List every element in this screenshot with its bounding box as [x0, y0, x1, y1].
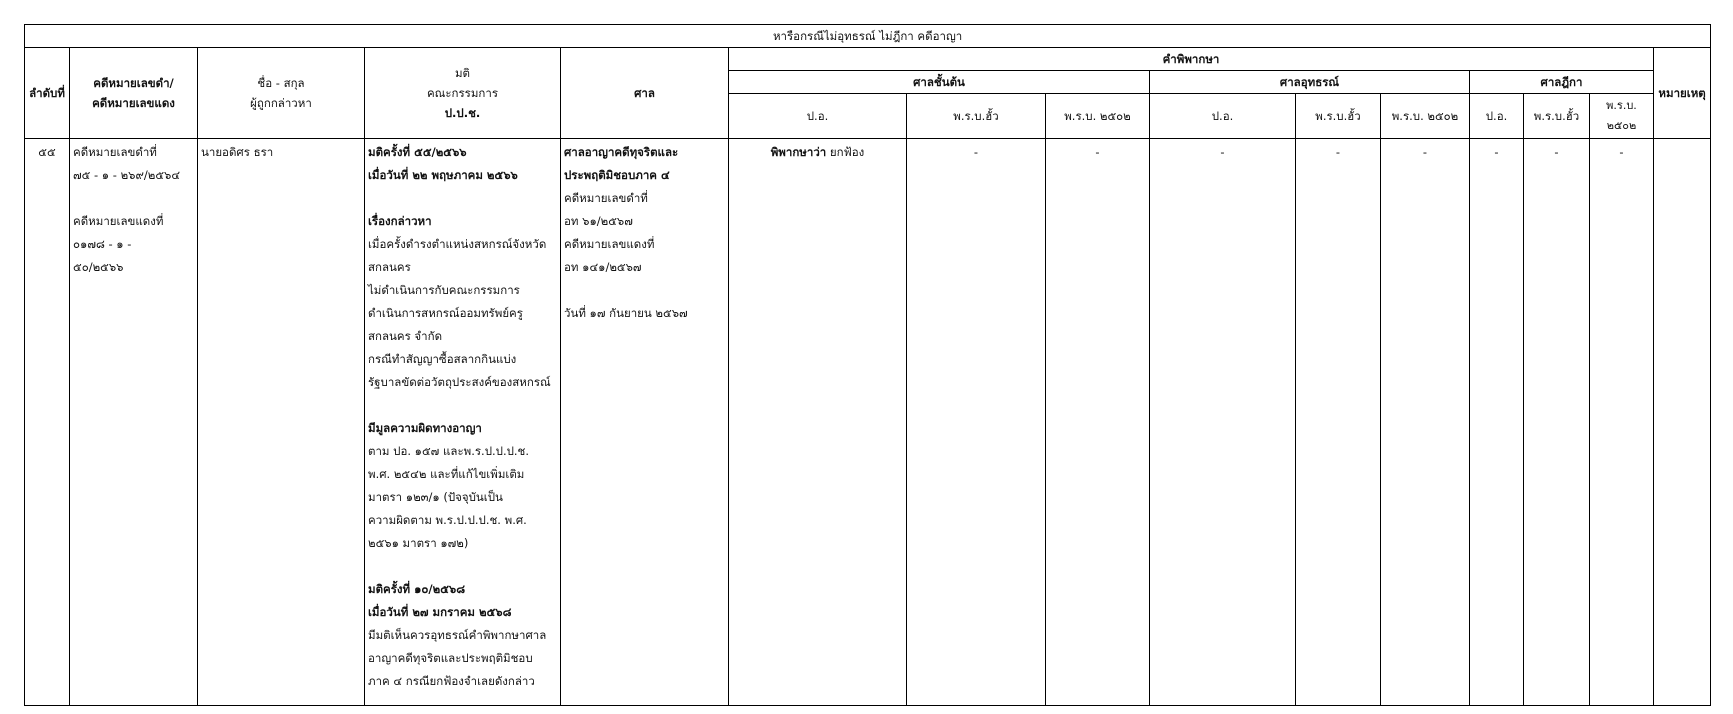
court-info-line: อท ๑๔๑/๒๕๖๗ [564, 260, 642, 274]
resolution-line: ไม่ดำเนินการกับคณะกรรมการ [368, 283, 520, 297]
table-row [25, 139, 1711, 706]
row-no: ๕๕ [25, 139, 70, 706]
resolution-line: กรณีทำสัญญาซื้อสลากกินแบ่ง [368, 352, 517, 366]
court-info-line: คดีหมายเลขดำที่ [564, 191, 648, 205]
resolution-line: ตาม ปอ. ๑๕๗ และพ.ร.ป.ป.ป.ช. [368, 444, 530, 458]
row-first-instance-bid: - [907, 139, 1046, 706]
row-supreme-2502: - [1590, 139, 1654, 706]
resolution-line: อาญาคดีทุจริตและประพฤติมิชอบ [368, 651, 533, 665]
case-number-line: ๐๑๗๘ - ๑ - [73, 237, 132, 251]
resolution-line: สกลนคร [368, 260, 411, 274]
row-court [561, 139, 729, 706]
header-resolution-line-3: ป.ป.ช. [444, 106, 481, 120]
header-law-appeal-po: ป.อ. [1150, 94, 1296, 139]
header-case-number [70, 48, 198, 139]
row-accused-name: นายอดิศร ธรา [198, 139, 365, 706]
header-law-first-po: ป.อ. [729, 94, 907, 139]
resolution-line: มีมูลความผิดทางอาญา [368, 421, 482, 435]
court-info-line: ประพฤติมิชอบภาค ๔ [564, 168, 670, 182]
header-resolution-line-2: คณะกรรมการ [426, 86, 499, 100]
resolution-line: มติครั้งที่ ๑๐/๒๕๖๘ [368, 582, 466, 596]
header-remark: หมายเหตุ [1654, 48, 1711, 139]
header-law-appeal-2502: พ.ร.บ. ๒๕๐๒ [1381, 94, 1470, 139]
case-number-line: ๕๐/๒๕๖๖ [73, 260, 124, 274]
resolution-line: ภาค ๔ กรณียกฟ้องจำเลยดังกล่าว [368, 674, 535, 688]
court-info-line: ศาลอาญาคดีทุจริตและ [564, 145, 679, 159]
row-supreme-po: - [1470, 139, 1524, 706]
header-judgment: คำพิพากษา [729, 48, 1654, 71]
resolution-line: ๒๕๖๑ มาตรา ๑๗๒) [368, 536, 469, 550]
header-law-first-bid: พ.ร.บ.ฮั้ว [907, 94, 1046, 139]
resolution-line: ความผิดตาม พ.ร.ป.ป.ป.ช. พ.ศ. [368, 513, 527, 527]
header-first-instance-court: ศาลชั้นต้น [729, 71, 1150, 94]
resolution-line: ดำเนินการสหกรณ์ออมทรัพย์ครู [368, 306, 523, 320]
row-first-instance-po [729, 139, 907, 706]
row-supreme-bid: - [1524, 139, 1590, 706]
case-number-line: ๗๕ - ๑ - ๒๖๙/๒๕๖๔ [73, 168, 181, 182]
case-lines [70, 139, 197, 281]
case-number-line: คดีหมายเลขดำที่ [73, 145, 157, 159]
court-info-line: วันที่ ๑๗ กันยายน ๒๕๖๗ [564, 306, 688, 320]
row-appeal-bid: - [1296, 139, 1381, 706]
resolution-line: เรื่องกล่าวหา [368, 214, 432, 228]
resolution-line: มติครั้งที่ ๕๕/๒๕๖๖ [368, 145, 467, 159]
row-appeal-po: - [1150, 139, 1296, 706]
header-court: ศาล [561, 48, 729, 139]
resolution-line: รัฐบาลขัดต่อวัตถุประสงค์ของสหกรณ์ [368, 375, 551, 389]
header-case-line-1: คดีหมายเลขดำ/ [93, 76, 174, 90]
court-info-line: อท ๖๑/๒๕๖๗ [564, 214, 633, 228]
header-law-supreme-po: ป.อ. [1470, 94, 1524, 139]
header-supreme-court: ศาลฎีกา [1470, 71, 1654, 94]
resolution-line: พ.ศ. ๒๕๔๒ และที่แก้ไขเพิ่มเติม [368, 467, 525, 481]
header-law-supreme-bid: พ.ร.บ.ฮั้ว [1524, 94, 1590, 139]
header-appeal-court: ศาลอุทธรณ์ [1150, 71, 1470, 94]
header-law-appeal-bid: พ.ร.บ.ฮั้ว [1296, 94, 1381, 139]
header-resolution [365, 48, 561, 139]
court-info-line: คดีหมายเลขแดงที่ [564, 237, 655, 251]
row-appeal-2502: - [1381, 139, 1470, 706]
judgment-table-sheet [24, 24, 1710, 714]
court-info-line [564, 279, 725, 302]
resolution-line: มีมติเห็นควรอุทธรณ์คำพิพากษาศาล [368, 628, 547, 642]
case-number-line [73, 187, 194, 210]
header-accused-name [198, 48, 365, 139]
header-resolution-line-1: มติ [454, 66, 471, 80]
row-first-instance-2502: - [1046, 139, 1150, 706]
resolution-line: เมื่อครั้งดำรงตำแหน่งสหกรณ์จังหวัด [368, 237, 547, 251]
resolution-line: เมื่อวันที่ ๒๒ พฤษภาคม ๒๕๖๖ [368, 168, 518, 182]
resolution-line [368, 555, 557, 578]
header-name-line-1: ชื่อ - สกุล [257, 76, 305, 90]
row-resolution [365, 139, 561, 706]
resolution-line [368, 394, 557, 417]
header-no: ลำดับที่ [25, 48, 70, 139]
header-law-first-2502: พ.ร.บ. ๒๕๐๒ [1046, 94, 1150, 139]
judgment-table [24, 24, 1711, 706]
header-law-supreme-2502: พ.ร.บ. ๒๕๐๒ [1590, 94, 1654, 139]
resolution-lines [365, 139, 560, 695]
resolution-line: สกลนคร จำกัด [368, 329, 443, 343]
row-remark [1654, 139, 1711, 706]
court-lines [561, 139, 728, 327]
header-name-line-2: ผู้ถูกกล่าวหา [250, 96, 312, 110]
verdict-label: พิพากษาว่า [770, 145, 827, 159]
resolution-line: มาตรา ๑๒๓/๑ (ปัจจุบันเป็น [368, 490, 503, 504]
header-case-line-2: คดีหมายเลขแดง [92, 96, 175, 110]
table-caption: หารือกรณีไม่อุทธรณ์ ไม่ฎีกา คดีอาญา [25, 25, 1711, 48]
verdict-text: ยกฟ้อง [826, 145, 865, 159]
case-number-line: คดีหมายเลขแดงที่ [73, 214, 164, 228]
resolution-line [368, 187, 557, 210]
row-case-numbers [70, 139, 198, 706]
resolution-line: เมื่อวันที่ ๒๗ มกราคม ๒๕๖๘ [368, 605, 512, 619]
